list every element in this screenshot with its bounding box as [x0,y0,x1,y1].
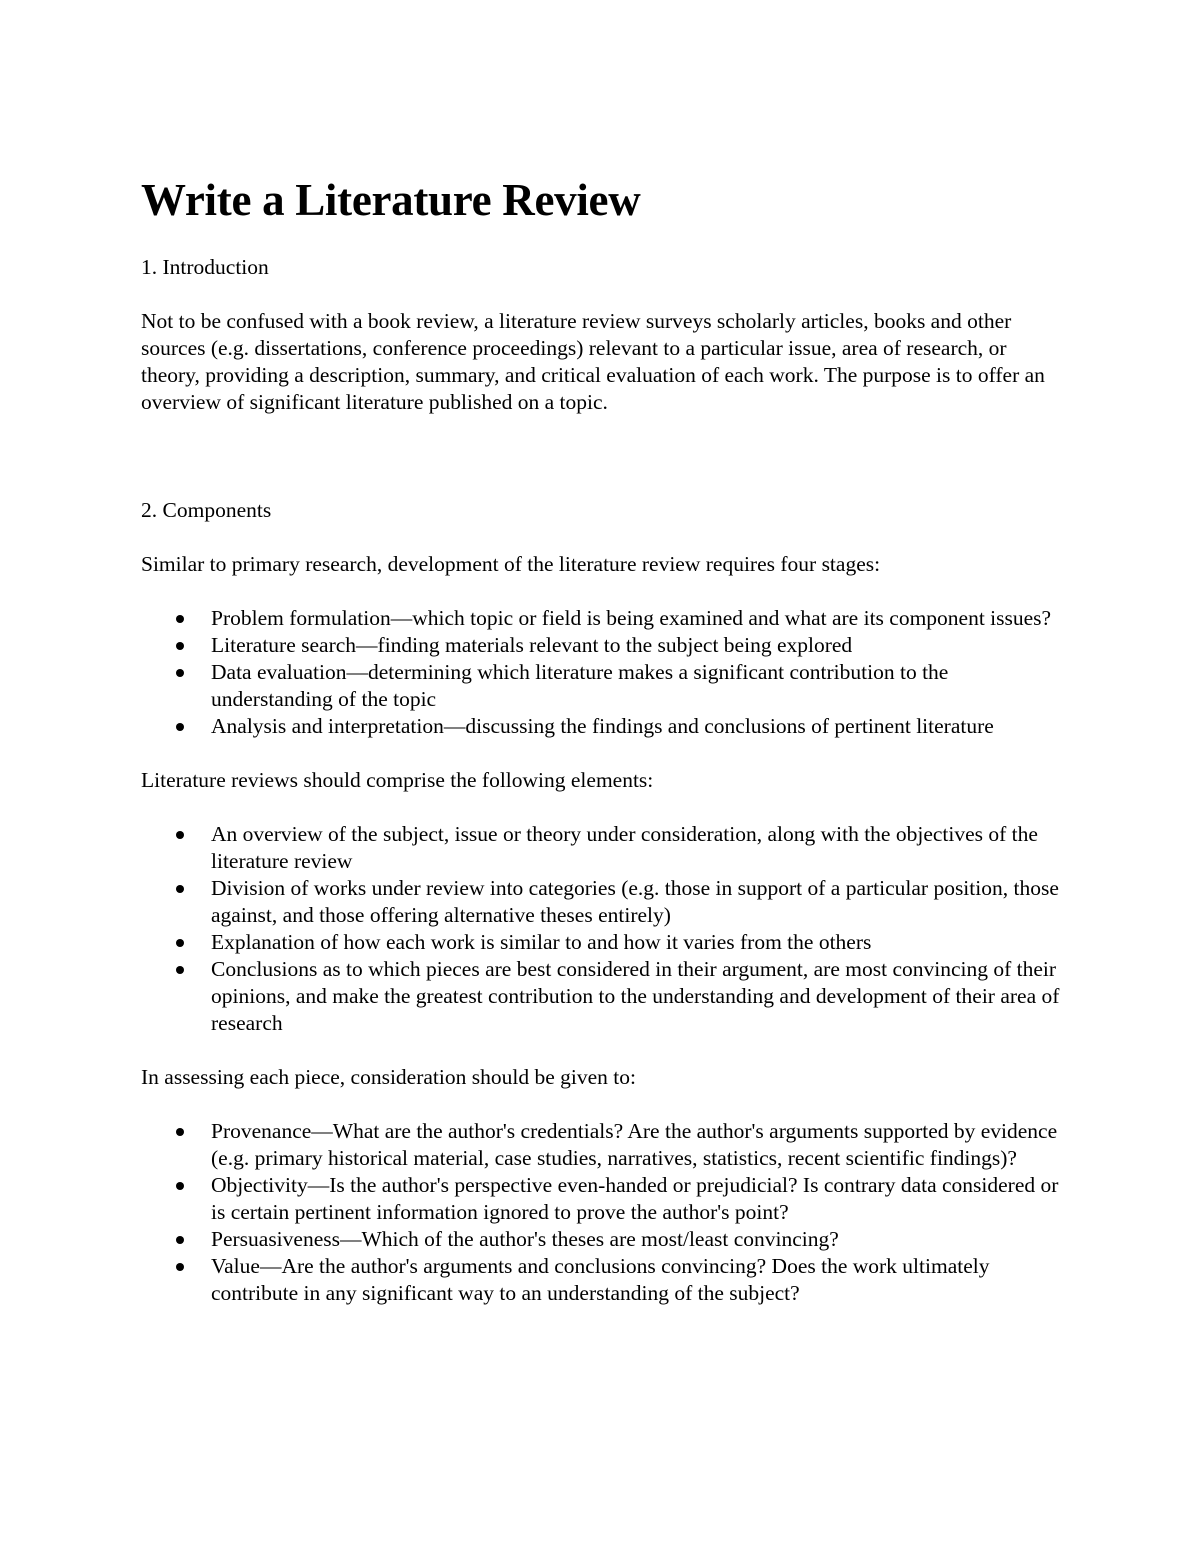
bullet-icon [176,966,184,974]
list-item-text: Division of works under review into categories (e.g. those in support of a particular position, those against, and those offering alternative theses entirely) [211,876,1059,927]
assessing-list [141,1118,1066,1307]
bullet-icon [176,642,184,650]
bullet-icon [176,939,184,947]
list-item [141,659,1066,713]
bullet-icon [176,669,184,677]
bullet-icon [176,615,184,623]
list-item-text: Data evaluation—determining which literature makes a significant contribution to the understanding of the topic [211,660,949,711]
list-item [141,956,1066,1037]
list-item-text: Conclusions as to which pieces are best considered in their argument, are most convincing of their opinions, and make the greatest contribution to the understanding and development of their area of research [211,957,1060,1035]
list-item [141,821,1066,875]
list-item-text: Literature search—finding materials relevant to the subject being explored [211,633,853,657]
list-item-text: Persuasiveness—Which of the author's theses are most/least convincing? [211,1227,839,1251]
stages-intro: Similar to primary research, development of the literature review requires four stages: [141,552,881,576]
list-item [141,632,1066,659]
document-title: Write a Literature Review [141,175,641,225]
list-item-text: Value—Are the author's arguments and conclusions convincing? Does the work ultimately contribute in any significant way to an understanding of the subject? [211,1254,990,1305]
bullet-icon [176,1128,184,1136]
stages-list [141,605,1066,740]
list-item [141,1253,1066,1307]
components-heading: 2. Components [141,498,272,522]
list-item [141,1226,1066,1253]
assessing-intro: In assessing each piece, consideration should be given to: [141,1065,636,1089]
list-item-text: Problem formulation—which topic or field is being examined and what are its component issues? [211,606,1052,630]
list-item-text: Provenance—What are the author's credentials? Are the author's arguments supported by evidence (e.g. primary historical material, case studies, narratives, statistics, recent scientific findings)? [211,1119,1058,1170]
document-page [141,170,1066,1334]
intro-paragraph: Not to be confused with a book review, a literature review surveys scholarly articles, books and other sources (e.g. dissertations, conference proceedings) relevant to a particular issue, area of research, or theory, providing a description, summary, and critical evaluation of each work. The purpose is to offer an overview of significant literature published on a topic. [141,309,1045,414]
list-item-text: Objectivity—Is the author's perspective even-handed or prejudicial? Is contrary data considered or is certain pertinent information ignored to prove the author's point? [211,1173,1059,1224]
list-item-text: Explanation of how each work is similar to and how it varies from the others [211,930,872,954]
list-item-text: An overview of the subject, issue or theory under consideration, along with the objectives of the literature review [211,822,1038,873]
intro-heading: 1. Introduction [141,255,269,279]
list-item [141,713,1066,740]
bullet-icon [176,885,184,893]
bullet-icon [176,1182,184,1190]
bullet-icon [176,1236,184,1244]
elements-intro: Literature reviews should comprise the following elements: [141,768,654,792]
list-item [141,875,1066,929]
list-item-text: Analysis and interpretation—discussing the findings and conclusions of pertinent literature [211,714,994,738]
list-item [141,1172,1066,1226]
bullet-icon [176,831,184,839]
list-item [141,1118,1066,1172]
list-item [141,929,1066,956]
bullet-icon [176,723,184,731]
bullet-icon [176,1263,184,1271]
list-item [141,605,1066,632]
elements-list [141,821,1066,1037]
